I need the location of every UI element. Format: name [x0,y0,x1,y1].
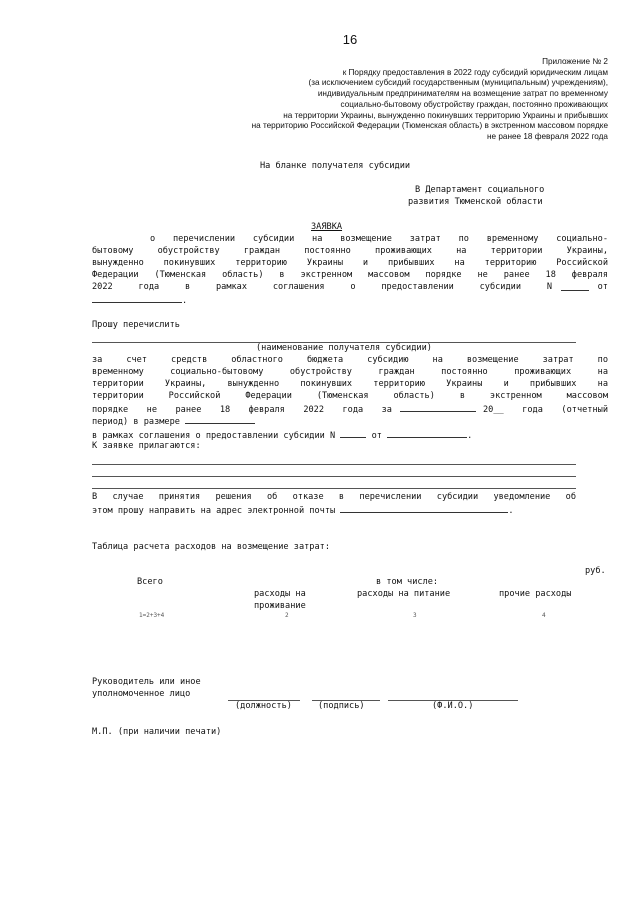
appendix-line: к Порядку предоставления в 2022 году субсидий юридическим лицам [342,67,608,77]
agreement-date-field-2[interactable] [387,428,467,438]
request-line-5-text: порядке не ранее 18 февраля 2022 года за [92,405,392,415]
refusal-text: этом прошу направить на адрес электронной почты [92,506,336,516]
subject-line: бытовому обустройству граждан постоянно проживающих на территории Украины, [92,246,608,256]
signatory-label-1: Руководитель или иное [92,677,201,687]
letterhead-note: На бланке получателя субсидии [260,161,411,171]
request-line: территории Украины, вынужденно покинувших территорию Украины и прибывших на [92,379,608,389]
email-field[interactable] [340,503,508,513]
subject-line-5-text: 2022 года в рамках соглашения о предоставлении субсидии N [92,282,552,292]
position-caption: (должность) [235,701,292,711]
refusal-line-1: В случае принятия решения об отказе в перечислении субсидии уведомление об [92,492,576,502]
table-title: Таблица расчета расходов на возмещение затрат: [92,542,330,552]
request-line: временному социально-бытовому обустройству граждан постоянно проживающих на [92,367,608,377]
addressee-line-2: развития Тюменской области [408,197,543,207]
request-label: Прошу перечислить [92,320,180,330]
subject-end: . [182,296,188,306]
agreement-date-field[interactable] [92,293,182,303]
addressee-line-1: В Департамент социального [415,185,545,195]
request-line: за счет средств областного бюджета субсидию на возмещение затрат по [92,355,608,365]
col-number-2: 2 [285,612,289,619]
refusal-line-2 [92,503,514,517]
request-line: территории Российской Федерации (Тюменская область) в экстренном массовом [92,391,608,401]
signature-caption: (подпись) [318,701,365,711]
request-line-5-year: 20__ года (отчетный [483,405,608,415]
period-field[interactable] [400,402,476,412]
refusal-end: . [508,506,514,516]
amount-field[interactable] [185,414,255,424]
appendix-line: не ранее 18 февраля 2022 года [487,131,608,141]
attachments-field-1[interactable] [92,464,576,465]
request-amount-label: период) в размере [92,417,180,427]
col-number-4: 4 [542,612,546,619]
full-name-caption: (Ф.И.О.) [432,701,474,711]
agreement-end: . [467,431,473,441]
group-header: в том числе: [376,577,439,587]
agreement-text: в рамках соглашения о предоставлении субсидии N [92,431,336,441]
request-line-6 [92,414,255,428]
document-title: ЗАЯВКА [311,222,343,232]
appendix-line: Приложение № 2 [542,57,608,66]
attachments-field-3[interactable] [92,488,576,489]
appendix-line: социально-бытовому обустройству граждан, постоянно проживающих [340,99,608,109]
appendix-line: (за исключением субсидий государственным (муниципальным) учреждениям), [308,78,608,88]
page-number: 16 [342,32,358,47]
col-number-1: 1=2+3+4 [139,612,165,619]
currency-label: руб. [585,566,606,576]
subject-line-5 [92,281,608,293]
subject-line-6 [92,293,187,307]
agreement-number-field-2[interactable] [340,428,366,438]
subject-line-5-from: от [597,282,608,292]
col-total-header: Всего [137,577,163,587]
subject-line: о перечислении субсидии на возмещение затрат по временному социально- [150,234,608,244]
col-food-header: расходы на питание [357,589,451,599]
appendix-line: индивидуальным предпринимателям на возмещение затрат по временному [317,89,608,99]
appendix-line: на территории Украины, вынужденно покинувших территорию Украины и прибывших [283,110,608,120]
subject-line: вынужденно покинувших территорию Украины и прибывших на территорию Российской [92,258,608,268]
recipient-caption: (наименование получателя субсидии) [256,343,432,353]
attachments-field-2[interactable] [92,476,576,477]
col-accommodation-header: расходы на [254,589,306,599]
col-other-header: прочие расходы [499,589,572,599]
appendix-line: на территорию Российской Федерации (Тюменская область) в экстренном массовом порядке [251,121,608,131]
col-number-3: 3 [413,612,417,619]
stamp-note: М.П. (при наличии печати) [92,727,222,737]
agreement-from: от [371,431,382,441]
col-accommodation-header-2: проживание [254,601,306,611]
subject-line: Федерации (Тюменская область) в экстренном массовом порядке не ранее 18 февраля [92,270,608,280]
signatory-label-2: уполномоченное лицо [92,689,191,699]
agreement-number-field[interactable] [561,281,589,291]
attachments-label: К заявке прилагаются: [92,441,201,451]
appendix-header [252,57,608,143]
